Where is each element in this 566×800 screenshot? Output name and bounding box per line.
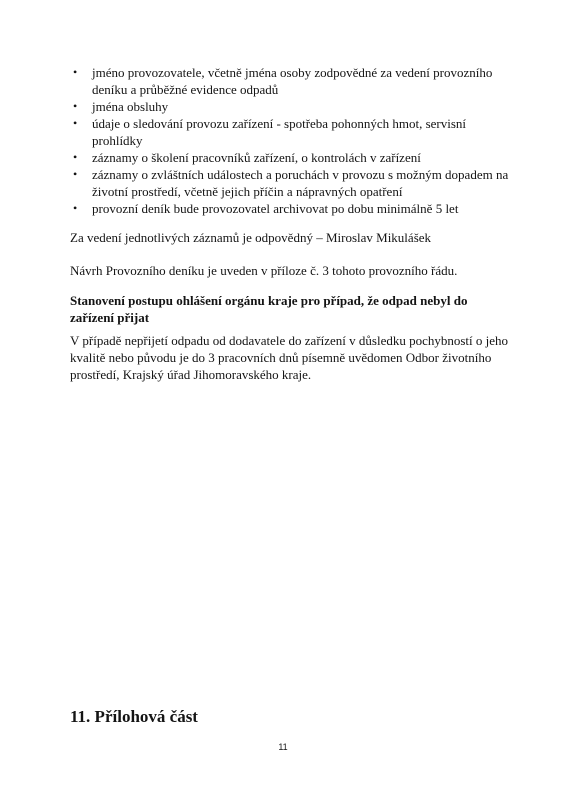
subsection-heading: Stanovení postupu ohlášení orgánu kraje pro případ, že odpad nebyl do zařízení přijat — [70, 293, 468, 325]
list-item-text: provozní deník bude provozovatel archivovat po dobu minimálně 5 let — [92, 201, 459, 216]
bullet-icon: • — [73, 116, 78, 130]
list-item-text: jméno provozovatele, včetně jména osoby zodpovědné za vedení provozního deníku a průběžné evidence odpadů — [92, 65, 493, 97]
list-item — [70, 98, 510, 115]
list-item — [70, 166, 510, 200]
list-item-text: jména obsluhy — [92, 99, 169, 114]
list-item — [70, 64, 510, 98]
bullet-icon: • — [73, 65, 78, 79]
page-number: 11 — [278, 742, 288, 752]
list-item-text: údaje o sledování provozu zařízení - spotřeba pohonných hmot, servisní prohlídky — [92, 116, 467, 148]
list-item — [70, 115, 510, 149]
annex-reference-paragraph: Návrh Provozního deníku je uveden v příloze č. 3 tohoto provozního řádu. — [70, 263, 458, 278]
bullet-icon: • — [73, 201, 78, 215]
list-item — [70, 149, 510, 166]
bullet-icon: • — [73, 150, 78, 164]
bullet-icon: • — [73, 99, 78, 113]
responsible-person-paragraph: Za vedení jednotlivých záznamů je odpovědný – Miroslav Mikulášek — [70, 230, 432, 245]
list-item-text: záznamy o školení pracovníků zařízení, o kontrolách v zařízení — [92, 150, 421, 165]
body-paragraph: V případě nepřijetí odpadu od dodavatele do zařízení v důsledku pochybností o jeho kvalitě nebo původu je do 3 pracovních dnů písemně uvědomen Odbor životního prostředí, Krajský úřad Jihomoravského kraje. — [70, 333, 509, 382]
section-heading: 11. Přílohová část — [70, 707, 198, 726]
bullet-list — [70, 64, 510, 217]
bullet-icon: • — [73, 167, 78, 181]
list-item-text: záznamy o zvláštních událostech a poruchách v provozu s možným dopadem na životní prostředí, včetně jejich příčin a nápravných opatření — [92, 167, 509, 199]
list-item — [70, 200, 510, 217]
